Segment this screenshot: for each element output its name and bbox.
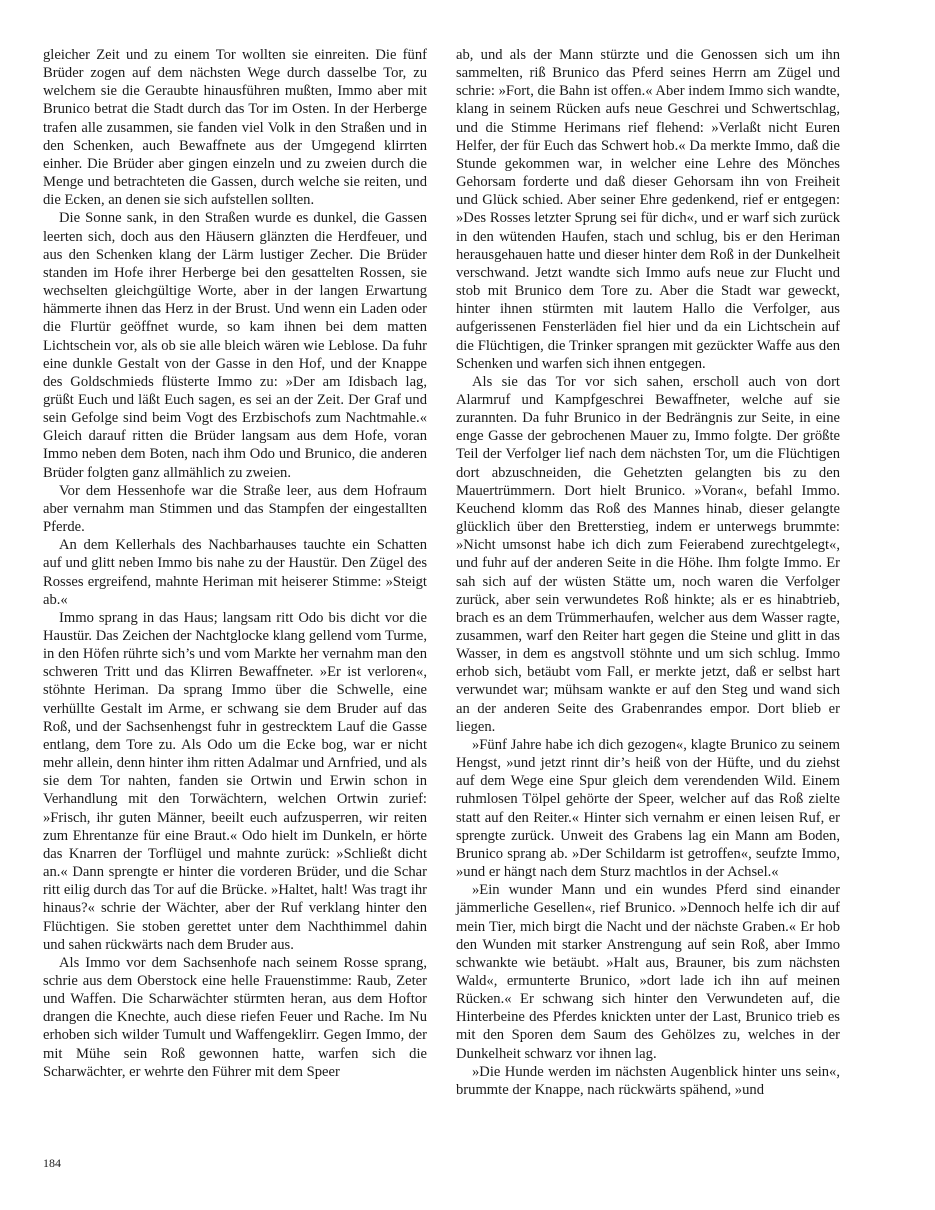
paragraph: ab, und als der Mann stürzte und die Genossen sich um ihn sammelten, riß Brunico das Pferd seines Herrn am Zügel und schrie: »Fort, die Bahn ist offen.« Aber indem Immo sich wandte, klang in seinem Rücken aufs neue Geschrei und Schwertschlag, und die Stimme Herimans rief flehend: »Verlaßt nicht Euren Helfer, der für Euch das Schwert hob.« Da merkte Immo, daß die Stunde gekommen war, in welcher eine Lehre des Mönches Gehorsam forderte und daß dieser Gehorsam ihn von Freiheit und Glück schied. Aber seiner Ehre gedenkend, rief er entgegen: »Des Rosses letzter Sprung sei für dich«, und er warf sich zurück in den wütenden Haufen, stach und schlug, bis er den Heriman herausgehauen hatte und dieser hinter dem Roß in der Dunkelheit verschwand. Jetzt wandte sich Immo aufs neue zur Flucht und stob mit Brunico dem Tore zu. Aber die Stadt war geweckt, hinter ihnen stürmten mit lautem Hallo die Verfolger, aus aufgerissenen Fensterläden fiel hier und da ein Lichtschein auf die Flüchtigen, die Trinker sprangen mit gezückter Waffe aus den Schenken und warfen sich ihnen entgegen.	[456, 47, 840, 372]
paragraph: Vor dem Hessenhofe war die Straße leer, aus dem Hofraum aber vernahm man Stimmen und das Stampfen der eingestallten Pferde.	[43, 482, 427, 536]
paragraph: »Fünf Jahre habe ich dich gezogen«, klagte Brunico zu seinem Hengst, »und jetzt rinnt dir’s heiß von der Hüfte, und du ziehst auf dem Wege eine Spur gleich dem verendenden Wild. Einem ruhmlosen Tölpel gehörte der Speer, welcher auf das Roß zielte statt auf den Reiter.« Hinter sich vernahm er einen leisen Ruf, er sprengte zurück. Unweit des Grabens lag ein Mann am Boden, Brunico sprang ab. »Der Schildarm ist getroffen«, seufzte Immo, »und er hängt nach dem Sturz machtlos in der Achsel.«	[456, 736, 840, 881]
paragraph: »Ein wunder Mann und ein wundes Pferd sind einander jämmerliche Gesellen«, rief Brunico. »Dennoch helfe ich dir auf mein Tier, mich birgt die Nacht und der nächste Graben.« Er hob den Wunden mit starker Anstrengung auf sein Roß, aber Immo schwankte wie betäubt. »Halt aus, Brauner, bis zum nächsten Wald«, ermunterte Brunico, »dort lade ich ihn auf meinen Rücken.« Er schwang sich hinter den Verwundeten auf, die Hinterbeine des Pferdes knickten unter der Last, Brunico trieb es mit den Sporen dem Saum des Gehölzes zu, welches in der Dunkelheit schwarz vor ihnen lag.	[456, 882, 840, 1062]
page-number: 184	[43, 1156, 61, 1170]
paragraph: »Die Hunde werden im nächsten Augenblick hinter uns sein«, brummte der Knappe, nach rückwärts spähend, »und	[456, 1063, 840, 1098]
paragraph: Als Immo vor dem Sachsenhofe nach seinem Rosse sprang, schrie aus dem Oberstock eine helle Frauenstimme: Raub, Zeter und Waffen. Die Scharwächter stürmten heran, aus dem Hoftor drangen die Knechte, auch diese riefen Feuer und Rache. Im Nu erhoben sich wilder Tumult und Waffengeklirr. Gegen Immo, der mit Mühe sein Roß gewonnen hatte, warfen sich die Scharwächter, er wehrte den Führer mit dem Speer	[43, 954, 427, 1080]
paragraph: An dem Kellerhals des Nachbarhauses tauchte ein Schatten auf und glitt neben Immo bis nahe zu der Haustür. Den Zügel des Rosses ergreifend, mahnte Heriman mit heiserer Stimme: »Steigt ab.«	[43, 537, 427, 608]
paragraph: Als sie das Tor vor sich sahen, erscholl auch von dort Alarmruf und Kampfgeschrei Bewaffneter, welche auf sie zurannten. Da fuhr Brunico in der Bedrängnis zur Seite, in eine enge Gasse der gebrochenen Mauer zu, Immo folgte. Der größte Teil der Verfolger lief nach dem nächsten Tor, um die Flüchtigen dort abzuschneiden, die Gehetzten gelangten bis zu den Mauertrümmern. Dort hielt Brunico. »Voran«, befahl Immo. Keuchend klomm das Roß des Mannes hinab, dieser gelangte glücklich über den Bretterstieg, indem er unterwegs brummte: »Nicht umsonst habe ich dich zum Feierabend zurechtgelegt«, und fuhr auf der anderen Seite in die Höhe. Ihm folgte Immo. Er sah sich auf der wüsten Stätte um, noch waren die Verfolger zurück, aber sein verwundetes Roß hinkte; als er es hinabtrieb, brach es an dem Trümmerhaufen, welcher aus dem Wasser ragte, zusammen, warf den Reiter hart gegen die Steine und glitt in das Wasser, in dem es angstvoll stöhnte und um sich schlug. Immo erhob sich, betäubt vom Fall, er merkte jetzt, daß er selbst hart verwundet war; mühsam wankte er auf den Steg und wand sich an der anderen Seite des Grabenrandes empor. Dort blieb er liegen.	[456, 373, 840, 735]
left-text-column	[43, 46, 427, 1081]
right-text-column	[456, 46, 840, 1099]
paragraph: Die Sonne sank, in den Straßen wurde es dunkel, die Gassen leerten sich, doch aus den Häusern glänzten die Herdfeuer, und aus den Schenken klang der Lärm lustiger Zecher. Die Brüder standen im Hofe ihrer Herberge bei den gesattelten Rossen, sie wechselten gleichgültige Worte, aber in der langen Erwartung hämmerte ihnen das Herz in der Brust. Und wenn ein Laden oder die Flurtür geöffnet wurde, so kam ihnen bei dem matten Lichtschein vor, als ob sie alle bleich wären wie Leblose. Da fuhr eine dunkle Gestalt von der Gasse in den Hof, und der Knappe des Goldschmieds flüsterte Immo zu: »Der am Idisbach lag, grüßt Euch und läßt Euch sagen, es sei an der Zeit. Der Graf und sein Gefolge sind beim Vogt des Erzbischofs zum Nachtmahle.« Gleich darauf ritten die Brüder langsam aus dem Hofe, voran Immo neben dem Boten, nach ihm Odo und Brunico, die anderen Brüder folgten ganz allmählich zu zweien.	[43, 210, 427, 481]
paragraph: Immo sprang in das Haus; langsam ritt Odo bis dicht vor die Haustür. Das Zeichen der Nachtglocke klang gellend vom Turme, in den Höfen rührte sich’s und vom Markte her vernahm man den schweren Tritt und das Klirren Bewaffneter. »Er ist verloren«, stöhnte Heriman. Da sprang Immo über die Schwelle, eine verhüllte Gestalt im Arme, er schwang sie dem Bruder auf das Roß, und der Sachsenhengst fuhr in gestrecktem Lauf die Gasse entlang, dem Tore zu. Als Odo um die Ecke bog, war er nicht mehr allein, denn hinter ihm ritten Adalmar und Arnfried, und als sie dem Tor nahten, fanden sie Ortwin und Erwin schon in Verhandlung mit den Torwächtern, welchen Ortwin zurief: »Frisch, ihr guten Männer, beeilt euch aufzusperren, wir reiten zum Ehrentanze für eine Braut.« Odo hielt im Dunkeln, er hörte das Knarren der Torflügel und mahnte zurück: »Schließt dicht an.« Dann sprengte er hinter die vorderen Brüder, und die Schar ritt eilig durch das Tor auf die Brücke. »Haltet, halt! Was tragt ihr hinaus?« schrie der Wächter, aber der Ruf verklang hinter den Flüchtigen. Sie stoben gerettet unter dem Nachthimmel dahin und sahen rückwärts nach dem Bruder aus.	[43, 609, 427, 953]
paragraph: gleicher Zeit und zu einem Tor wollten sie einreiten. Die fünf Brüder zogen auf dem nächsten Wege durch dasselbe Tor, zu welchem sie die Geraubte hinausführen mußten, Immo aber mit Brunico betrat die Stadt durch das Tor im Osten. In der Herberge trafen alle zusammen, sie fanden viel Volk in den Straßen und in den Schenken, auch Bewaffnete aus der Umgegend klirrten einher. Die Brüder aber gingen einzeln und zu zweien durch die Menge und betrachteten die Gassen, durch welche sie reiten, und die Ecken, an denen sie sich aufstellen sollten.	[43, 47, 427, 209]
